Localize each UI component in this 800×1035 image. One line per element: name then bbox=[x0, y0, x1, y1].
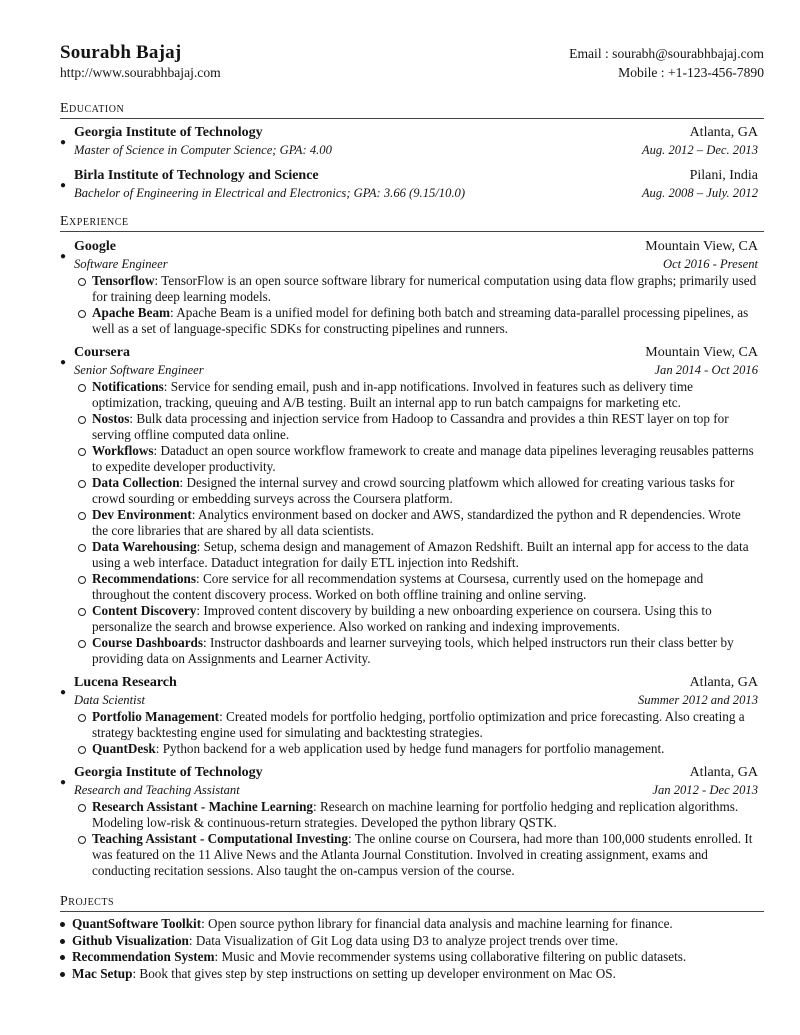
company-name: Lucena Research bbox=[74, 675, 177, 690]
school-location: Pilani, India bbox=[689, 168, 758, 183]
list-item: Data Collection: Designed the internal survey and crowd sourcing platfowm which allowed for creating various tasks for crowd sourding or embedding surveys across the Coursera platform. bbox=[92, 475, 758, 507]
bullet-icon: ● bbox=[60, 357, 67, 368]
education-entry bbox=[60, 167, 758, 201]
company-location: Atlanta, GA bbox=[689, 675, 758, 690]
school-name: Birla Institute of Technology and Science bbox=[74, 168, 319, 183]
email-line[interactable]: Email : sourabh@sourabhbajaj.com bbox=[569, 46, 764, 61]
list-item: Mac Setup: Book that gives step by step instructions on setting up developer environment on Mac OS. bbox=[72, 966, 764, 983]
school-name: Georgia Institute of Technology bbox=[74, 125, 263, 140]
company-name: Google bbox=[74, 239, 116, 254]
job-role: Senior Software Engineer bbox=[74, 363, 204, 377]
job-dates: Jan 2014 - Oct 2016 bbox=[654, 363, 758, 377]
list-item: Course Dashboards: Instructor dashboards and learner surveying tools, which helped instructors run their class better by providing data on Assignments and Learner Activity. bbox=[92, 635, 758, 667]
list-item: Portfolio Management: Created models for portfolio hedging, portfolio optimization and price forecasting. Also creating a strategy backtesting engine used for simulating and backtesting strategies. bbox=[92, 709, 758, 741]
job-role: Software Engineer bbox=[74, 257, 168, 271]
list-item: Data Warehousing: Setup, schema design and management of Amazon Redshift. Built an internal app for access to the data using a web interface. Dataduct integration for daily ETL injection into Redshift. bbox=[92, 539, 758, 571]
list-item: Workflows: Dataduct an open source workflow framework to create and manage data pipelines leveraging reusables patterns to expedite developer productivity. bbox=[92, 443, 758, 475]
education-entry bbox=[60, 124, 758, 158]
company-name: Coursera bbox=[74, 345, 130, 360]
experience-entry bbox=[60, 764, 758, 879]
experience-entry bbox=[60, 238, 758, 337]
dates: Aug. 2008 – July. 2012 bbox=[641, 186, 758, 200]
experience-entry bbox=[60, 344, 758, 667]
list-item: QuantDesk: Python backend for a web application used by hedge fund managers for portfolio management. bbox=[92, 741, 758, 757]
list-item: Notifications: Service for sending email, push and in-app notifications. Involved in features such as delivery time optimization, tracking, queuing and A/B testing. Built an internal app to run batch campaigns for marketing etc. bbox=[92, 379, 758, 411]
experience-entry bbox=[60, 674, 758, 757]
job-dates: Summer 2012 and 2013 bbox=[638, 693, 758, 707]
company-location: Mountain View, CA bbox=[645, 239, 758, 254]
degree: Bachelor of Engineering in Electrical and Electronics; GPA: 3.66 (9.15/10.0) bbox=[74, 186, 466, 200]
list-item: Content Discovery: Improved content discovery by building a new onboarding experience on coursera. Using this to personalize the search and browse experience. Also worked on ranking and indexing improvements. bbox=[92, 603, 758, 635]
bullet-icon: ● bbox=[60, 687, 67, 698]
mobile-line: Mobile : +1-123-456-7890 bbox=[618, 65, 764, 80]
job-role: Data Scientist bbox=[74, 693, 146, 707]
list-item: Teaching Assistant - Computational Investing: The online course on Coursera, had more than 100,000 students enrolled. It was featured on the 11 Alive News and the Atlanta Journal Constitution. Involved in creating assignment, exams and conducting recitation sessions. Also taught the on-campus version of the course. bbox=[92, 831, 758, 879]
candidate-name: Sourabh Bajaj bbox=[60, 42, 182, 63]
school-location: Atlanta, GA bbox=[689, 125, 758, 140]
job-dates: Jan 2012 - Dec 2013 bbox=[652, 783, 758, 797]
bullet-icon: ● bbox=[60, 251, 67, 262]
job-role: Research and Teaching Assistant bbox=[74, 783, 240, 797]
company-location: Atlanta, GA bbox=[689, 765, 758, 780]
bullet-icon: ● bbox=[60, 137, 67, 148]
job-dates: Oct 2016 - Present bbox=[662, 257, 758, 271]
resume-header bbox=[60, 42, 764, 81]
list-item: Github Visualization: Data Visualization of Git Log data using D3 to analyze project trends over time. bbox=[72, 933, 764, 950]
bullet-icon: ● bbox=[60, 180, 67, 191]
bullet-icon: ● bbox=[60, 777, 67, 788]
list-item: Recommendations: Core service for all recommendation systems at Coursesa, currently used on the homepage and throughout the content discovery process. Worked on both offline training and online serving. bbox=[92, 571, 758, 603]
degree: Master of Science in Computer Science; GPA: 4.00 bbox=[74, 143, 332, 157]
section-title-education: Education bbox=[60, 100, 764, 119]
website-link[interactable]: http://www.sourabhbajaj.com bbox=[60, 65, 221, 80]
dates: Aug. 2012 – Dec. 2013 bbox=[641, 143, 758, 157]
list-item: Dev Environment: Analytics environment based on docker and AWS, standardized the python and R dependencies. Wrote the core libraries that are shared by all data scientists. bbox=[92, 507, 758, 539]
list-item: Apache Beam: Apache Beam is a unified model for defining both batch and streaming data-parallel processing pipelines, as well as a set of language-specific SDKs for constructing pipelines and runners. bbox=[92, 305, 758, 337]
list-item: Research Assistant - Machine Learning: Research on machine learning for portfolio hedging and replication algorithms. Modeling low-risk & continuous-return strategies. Developed the python library QSTK. bbox=[92, 799, 758, 831]
list-item: Recommendation System: Music and Movie recommender systems using collaborative filtering on public datasets. bbox=[72, 949, 764, 966]
section-title-projects: Projects bbox=[60, 893, 764, 912]
list-item: Tensorflow: TensorFlow is an open source software library for numerical computation using data flow graphs; primarily used for training deep learning models. bbox=[92, 273, 757, 304]
section-title-experience: Experience bbox=[60, 213, 764, 232]
projects-list bbox=[60, 916, 764, 982]
list-item: QuantSoftware Toolkit: Open source python library for financial data analysis and machine learning for finance. bbox=[72, 916, 764, 933]
company-name: Georgia Institute of Technology bbox=[74, 765, 263, 780]
list-item: Nostos: Bulk data processing and injection service from Hadoop to Cassandra and provides a thin REST layer on top for serving offline computed data online. bbox=[92, 411, 758, 443]
company-location: Mountain View, CA bbox=[645, 345, 758, 360]
